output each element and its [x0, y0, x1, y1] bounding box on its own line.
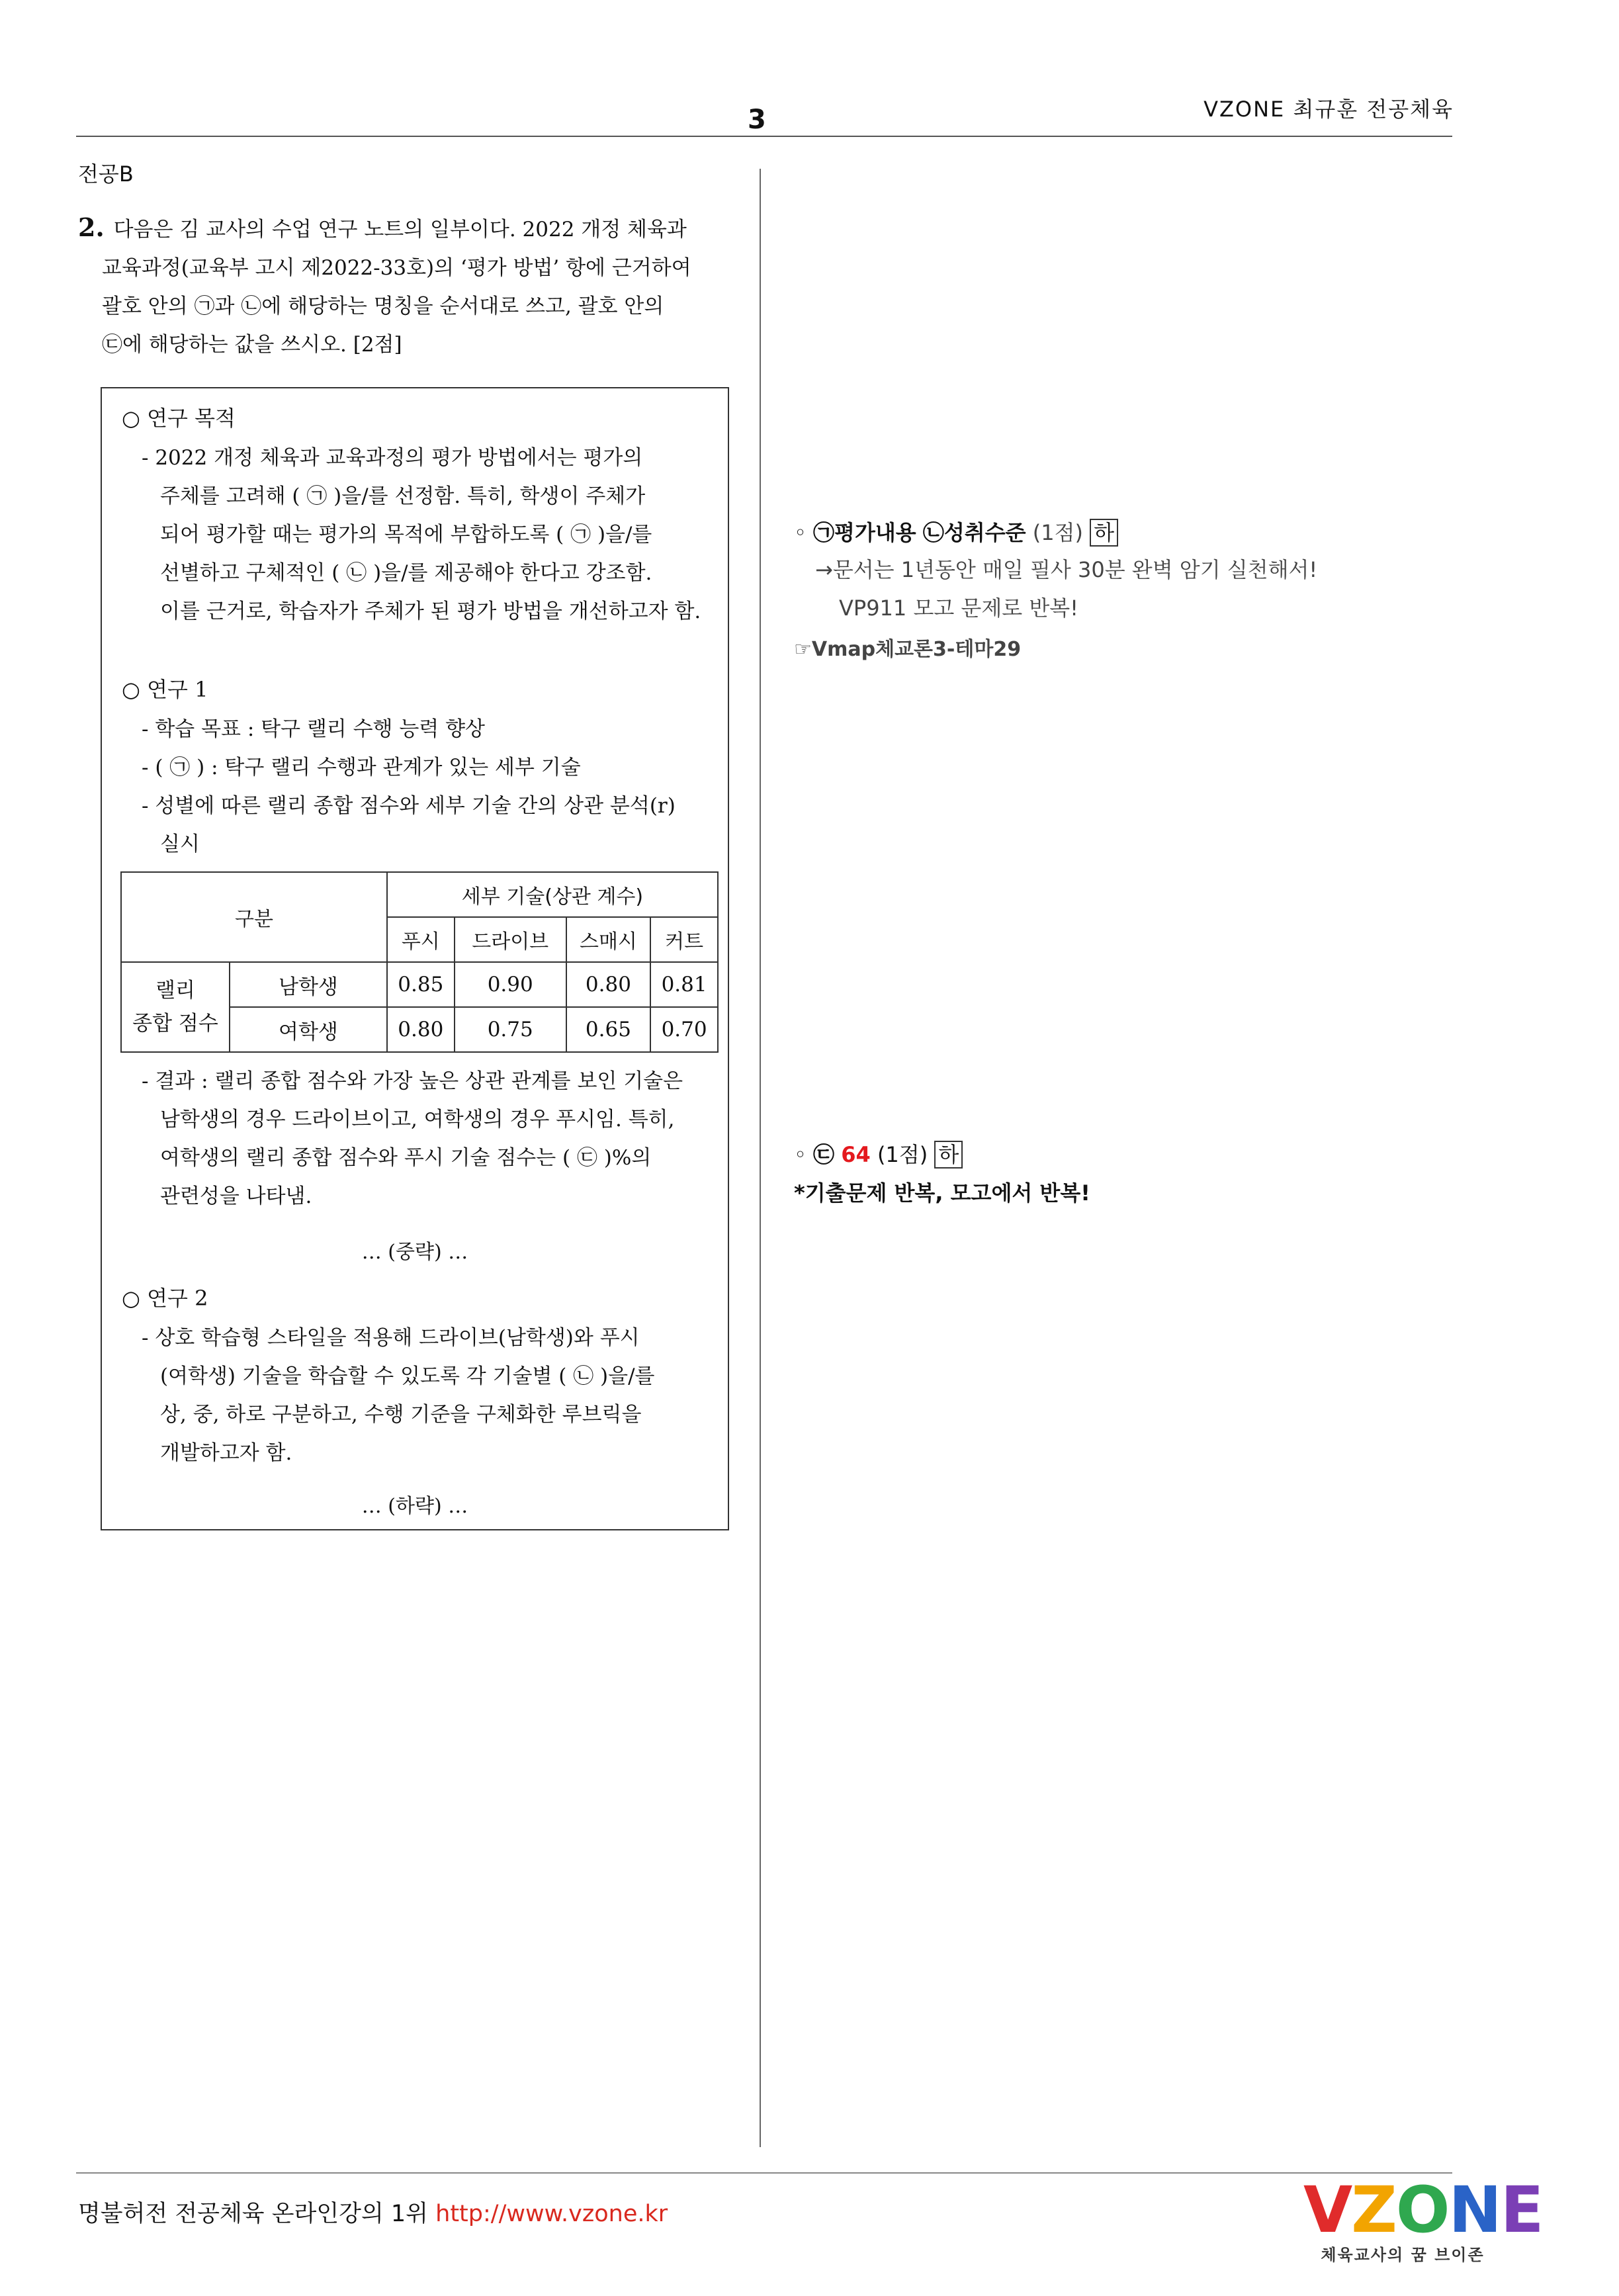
answer1-part1: ㉠평가내용	[813, 520, 916, 545]
column-header: 푸시	[387, 917, 455, 962]
study1-result	[142, 1062, 707, 1215]
omission-note: … (하략) …	[361, 1495, 468, 1518]
footer-link[interactable]: http://www.vzone.kr	[435, 2201, 668, 2227]
study2-line: (여학생) 기술을 학습할 수 있도록 각 기술별 ( ㉡ )을/를	[160, 1364, 655, 1388]
answer2-value: 64	[841, 1142, 871, 1167]
row-label: 여학생	[230, 1007, 387, 1052]
answer1-line	[794, 516, 1118, 547]
study2-line: 개발하고자 함.	[160, 1441, 292, 1465]
difficulty-badge: 하	[934, 1141, 963, 1169]
bullet: ◦	[794, 1142, 807, 1167]
question-number: 2.	[78, 212, 105, 242]
purpose-body	[142, 439, 707, 631]
purpose-line: 이를 근거로, 학습자가 주체가 된 평가 방법을 개선하고자 함.	[160, 599, 701, 623]
question-line: 다음은 김 교사의 수업 연구 노트의 일부이다. 2022 개정 체육과	[113, 218, 687, 242]
question-line: 교육과정(교육부 고시 제2022-33호)의 ‘평가 방법’ 항에 근거하여	[102, 256, 691, 280]
difficulty-badge: 하	[1090, 519, 1118, 547]
row-group-label-line: 랠리	[155, 979, 195, 1002]
study2-title: ○ 연구 2	[122, 1286, 208, 1311]
footer-text	[78, 2195, 668, 2229]
page-number: 3	[748, 105, 766, 135]
row-label: 남학생	[230, 962, 387, 1007]
table-cell: 0.80	[566, 962, 650, 1007]
purpose-line: 되어 평가할 때는 평가의 목적에 부합하도록 ( ㉠ )을/를	[160, 523, 652, 547]
answer1-score: (1점)	[1032, 520, 1083, 545]
table-group-header: 세부 기술(상관 계수)	[387, 872, 718, 917]
table-cell: 0.80	[387, 1007, 455, 1052]
study1-line: - 성별에 따른 랠리 종합 점수와 세부 기술 간의 상관 분석(r)	[142, 794, 676, 818]
table-cell: 0.81	[650, 962, 718, 1007]
table-cell: 0.65	[566, 1007, 650, 1052]
column-header: 드라이브	[455, 917, 566, 962]
row-group-label-line: 종합 점수	[132, 1012, 218, 1036]
table-row	[121, 962, 718, 1007]
logo-wordmark: VZONE	[1303, 2173, 1543, 2247]
study2-body	[142, 1319, 707, 1472]
correlation-table	[120, 871, 719, 1053]
column-header: 스매시	[566, 917, 650, 962]
logo-tagline: 체육교사의 꿈 브이존	[1321, 2246, 1485, 2264]
table-corner: 구분	[121, 872, 387, 962]
study2-line: - 상호 학습형 스타일을 적용해 드라이브(남학생)와 푸시	[142, 1326, 640, 1350]
row-group-label	[121, 962, 230, 1052]
answer1-part2: ㉡성취수준	[922, 520, 1026, 545]
purpose-line: - 2022 개정 체육과 교육과정의 평가 방법에서는 평가의	[142, 446, 643, 470]
answer2-label: ㉢	[813, 1142, 835, 1167]
header-rule	[76, 136, 1452, 137]
study1-body	[142, 710, 707, 863]
result-line: - 결과 : 랠리 종합 점수와 가장 높은 상관 관계를 보인 기술은	[142, 1069, 683, 1093]
footer-rule	[76, 2172, 1452, 2174]
answer2-note: *기출문제 반복, 모고에서 반복!	[794, 1180, 1090, 1206]
result-line: 관련성을 나타냄.	[160, 1184, 312, 1208]
result-line: 남학생의 경우 드라이브이고, 여학생의 경우 푸시임. 특히,	[160, 1108, 675, 1131]
bullet: ◦	[794, 520, 807, 545]
study1-line: - 학습 목표 : 탁구 랠리 수행 능력 향상	[142, 717, 485, 741]
column-header: 커트	[650, 917, 718, 962]
purpose-line: 선별하고 구체적인 ( ㉡ )을/를 제공해야 한다고 강조함.	[160, 561, 652, 585]
section-label: 전공B	[78, 161, 134, 187]
table-cell: 0.75	[455, 1007, 566, 1052]
study2-line: 상, 중, 하로 구분하고, 수행 기준을 구체화한 루브릭을	[160, 1403, 642, 1427]
answer2-score: (1점)	[877, 1142, 928, 1167]
question-prompt	[78, 208, 730, 364]
study1-line: 실시	[160, 832, 200, 856]
header-brand: VZONE 최규훈 전공체육	[1203, 97, 1454, 122]
question-line: 괄호 안의 ㉠과 ㉡에 해당하는 명칭을 순서대로 쓰고, 괄호 안의	[102, 294, 664, 318]
study1-line: - ( ㉠ ) : 탁구 랠리 수행과 관계가 있는 세부 기술	[142, 756, 581, 779]
table-cell: 0.85	[387, 962, 455, 1007]
study1-title: ○ 연구 1	[122, 677, 208, 702]
reference-link: ☞Vmap체교론3-테마29	[794, 638, 1022, 661]
table-cell: 0.90	[455, 962, 566, 1007]
table-cell: 0.70	[650, 1007, 718, 1052]
purpose-line: 주체를 고려해 ( ㉠ )을/를 선정함. 특히, 학생이 주체가	[160, 484, 646, 508]
omission-note: … (중략) …	[361, 1241, 468, 1264]
footer-slogan: 명불허전 전공체육 온라인강의 1위	[78, 2201, 428, 2227]
question-line: ㉢에 해당하는 값을 쓰시오. [2점]	[102, 333, 402, 357]
answer1-note: VP911 모고 문제로 반복!	[839, 596, 1078, 621]
column-divider	[760, 169, 761, 2147]
vzone-logo	[1303, 2173, 1543, 2265]
answer1-note: →문서는 1년동안 매일 필사 30분 완벽 암기 실천해서!	[815, 557, 1318, 582]
answer2-line	[794, 1138, 963, 1169]
research-note-box	[101, 387, 729, 1530]
purpose-title: ○ 연구 목적	[122, 406, 236, 431]
result-line: 여학생의 랠리 종합 점수와 푸시 기술 점수는 ( ㉢ )%의	[160, 1146, 652, 1170]
